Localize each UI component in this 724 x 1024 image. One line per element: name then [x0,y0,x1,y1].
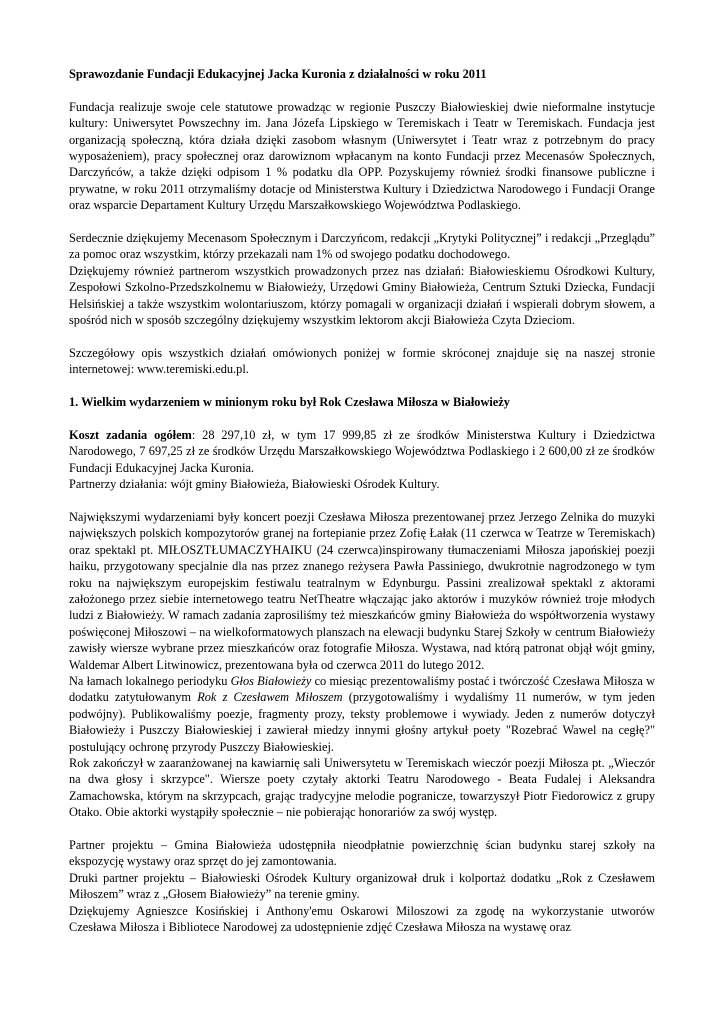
partners-paragraph: Partnerzy działania: wójt gminy Białowieża, Białowieski Ośrodek Kultury. [69,477,440,492]
periodical-title: Głos Białowieży [230,673,312,688]
partner-bok-paragraph: Druki partner projektu – Białowieski Ośrodek Kultury organizował druk i kolportaż dodatku „Rok z Czesławem Miłoszem” wraz z „Głosem Białowieży” na terenie gminy. [69,870,655,902]
partners-thanks-paragraph: Dziękujemy również partnerom wszystkich prowadzonych przez nas działań: Białowieskiemu Ośrodkowi Kultury, Zespołowi Szkolno-Przedszkolnemu w Białowieży, Urzędowi Gminy Białowieża, Centrum Sztuki Dziecka, Fundacji Helsińskiej a także wszystkim wolontariuszom, którzy pomagali w organizacji działań i wspierali dobrym słowem, a spośród nich w sposób szczególny dziękujemy wszystkim lektorom akcji Białowieża Czyta Dzieciom. [69,263,655,328]
final-thanks-paragraph: Dziękujemy Agnieszce Kosińskiej i Anthony'emu Oskarowi Miloszowi za zgodę na wykorzystanie utworów Czesława Miłosza i Bibliotece Narodowej za udostępnienie zdjęć Czesława Miłosza na wystawę oraz [69,903,655,935]
partner-gmina-paragraph: Partner projektu – Gmina Białowieża udostępniła nieodpłatnie powierzchnię ścian budynku starej szkoły na ekspozycję wystawy oraz sprzęt do jej zamontowania. [69,837,655,869]
cost-text: : 28 297,10 zł, w tym 17 999,85 zł ze środków Ministerstwa Kultury i Dziedzictwa Narodowego, 7 697,25 zł ze środków Urzędu Marszałkowskiego Województwa Podlaskiego i 2 600,00 zł ze środków Fundacji Edukacyjnej Jacka Kuronia. [69,427,655,475]
document-page [69,66,655,935]
intro-paragraph: Fundacja realizuje swoje cele statutowe prowadząc w regionie Puszczy Białowieskiej dwie nieformalne instytucje kultury: Uniwersytet Powszechny im. Jana Józefa Lipskiego w Teremiskach i Teatr w Teremiskach. Fundacja jest organizacją społeczną, która działa dzięki zasobom własnym (Uniwersytet i Teatr wraz z potrzebnym do pracy wyposażeniem), pracy społecznej oraz darowiznom wpłacanym na konto Fundacji przez Mecenasów Społecznych, Darczyńców, a także dzięki odpisom 1 % podatku dla OPP. Pozyskujemy również środki finansowe publiczne i prywatne, w roku 2011 otrzymaliśmy dotacje od Ministerstwa Kultury i Dziedzictwa Narodowego i Fundacji Orange oraz wsparcie Departament Kultury Urzędu Marszałkowskiego Województwa Podlaskiego. [69,99,655,213]
supplement-title: Rok z Czesławem Miłoszem [197,690,343,705]
cost-paragraph [69,427,655,476]
section-1-heading: 1. Wielkim wydarzeniem w minionym roku był Rok Czesława Miłosza w Białowieży [69,395,510,410]
thanks-paragraph: Serdecznie dziękujemy Mecenasom Społecznym i Darczyńcom, redakcji „Krytyki Politycznej” i redakcji „Przeglądu” za pomoc oraz wszystkim, którzy przekazali nam 1% od swojego podatku dochodowego. [69,231,655,262]
poetry-evening-paragraph: Rok zakończył w zaaranżowanej na kawiarnię sali Uniwersytetu w Teremiskach wieczór poezji Miłosza pt. „Wieczór na dwa głosy i skrzypce". Wiersze poety czytały aktorki Teatru Narodowego - Beata Fudalej i Aleksandra Zamachowska, którym na skrzypcach, grając tradycyjne melodie pogranicze, towarzyszył Piotr Fiedorowicz z grupy Otako. Obie aktorki wystąpiły społecznie – nie pobierając honorariów za swój występ. [69,755,655,820]
periodical-paragraph: Na łamach lokalnego periodyku Głos Białowieży co miesiąc prezentowaliśmy postać i twórczość Czesława Miłosza w dodatku zatytułowanym Rok z Czesławem Miłoszem (przygotowaliśmy i wydaliśmy 11 numerów, w tym jeden podwójny). Publikowaliśmy poezje, fragmenty prozy, teksty problemowe i wywiady. Jeden z numerów dotyczył Białowieży i Puszczy Białowieskiej i zawierał miedzy innymi głośny artykuł poety "Rozebrać Wawel na cegłę?" postulujący ochronę przyrody Puszczy Białowieskiej. [69,673,656,754]
events-paragraph: Największymi wydarzeniami były koncert poezji Czesława Miłosza prezentowanej przez Jerzego Zelnika do muzyki największych polskich kompozytorów granej na fortepianie przez Zofię Łałak (11 czerwca w Teatrze w Teremiskach) oraz spektakl pt. MIŁOSZTŁUMACZYHAIKU (24 czerwca)inspirowany tłumaczeniami Miłosza japońskiej poezji haiku, przygotowany specjalnie dla nas przez znanego reżysera Pawła Passiniego, dwukrotnie nagrodzonego w tym roku na największym europejskim festiwalu teatralnym w Edynburgu. Passini zrealizował spektakl z aktorami założonego przez siebie internetowego teatru NetTheatre włączając jako aktorów i muzyków również troje młodych ludzi z Białowieży. W ramach zadania zaprosiliśmy też mieszkańców gminy Białowieża do współtworzenia wystawy poświęconej Miłoszowi – na wielkoformatowych planszach na elewacji budynku Starej Szkoły w centrum Białowieży zawisły wiersze wybrane przez mieszkańców oraz fotografie Miłosza. Wystawa, nad którą patronat objął wójt gminy, Waldemar Albert Litwinowicz, prezentowana była od czerwca 2011 do lutego 2012. [69,509,655,672]
cost-label: Koszt zadania ogółem [69,427,192,442]
document-title: Sprawozdanie Fundacji Edukacyjnej Jacka Kuronia z działalności w roku 2011 [69,67,487,81]
details-paragraph: Szczegółowy opis wszystkich działań omówionych poniżej w formie skróconej znajduje się na naszej stronie internetowej: www.teremiski.edu.pl. [69,345,655,377]
